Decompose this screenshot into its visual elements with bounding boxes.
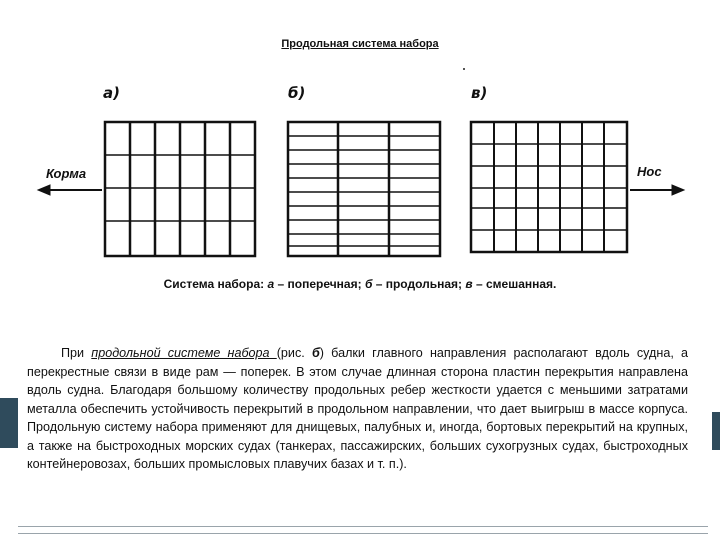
caption-v: в <box>465 277 473 291</box>
paragraph-rest: ) балки главного направления располагают вдоль судна, а перекрестные связи в виде рам — поперек. В этом случае длинная сторона пластин перекрытия направлена вдоль судна. Благодаря большому количеству продольных ребер жесткости удается с меньшими затратами металла обеспечить устойчивость перекрытий в продольном направлении, что дает выигрыш в массе корпуса. Продольную систему набора применяют для днищевых, палубных и, иногда, бортовых перекрытий на крупных, а также на быстроходных морских судах (танкерах, пассажирских, больших сухогрузных судах, быстроходных контейнеровозах, больших промысловых плавучих базах и т. п.). <box>27 346 689 471</box>
caption-a: а <box>267 277 275 291</box>
grid-longitudinal <box>288 122 440 256</box>
caption-b: б <box>364 277 373 291</box>
label-stern: Корма <box>46 166 87 181</box>
arrow-left-icon <box>38 185 102 195</box>
slide-title: Продольная система набора <box>281 38 439 50</box>
paragraph-link[interactable]: продольной системе набора <box>91 346 277 360</box>
caption-v-text: – смешанная. <box>472 277 557 291</box>
label-bow: Нос <box>637 164 662 179</box>
slide-edge-decoration <box>0 398 18 448</box>
paragraph-ref-letter: б <box>311 346 320 360</box>
paragraph-lead: При <box>61 346 92 360</box>
slide-edge-decoration-right <box>712 412 720 450</box>
grid-mixed <box>471 122 627 252</box>
figure-label-b: б) <box>288 84 306 102</box>
body-paragraph <box>27 344 688 474</box>
caption-a-text: – поперечная; <box>274 277 365 291</box>
scan-speck <box>463 68 465 70</box>
caption-prefix: Система набора: <box>163 277 268 291</box>
bottom-divider <box>18 526 708 534</box>
figure-caption <box>0 277 720 291</box>
figure-label-v: в) <box>471 84 488 102</box>
grid-transverse <box>105 122 255 256</box>
arrow-right-icon <box>630 185 684 195</box>
figure-label-a: а) <box>103 84 120 102</box>
paragraph-ref-open: (рис. <box>276 346 312 360</box>
caption-b-text: – продольная; <box>372 277 466 291</box>
